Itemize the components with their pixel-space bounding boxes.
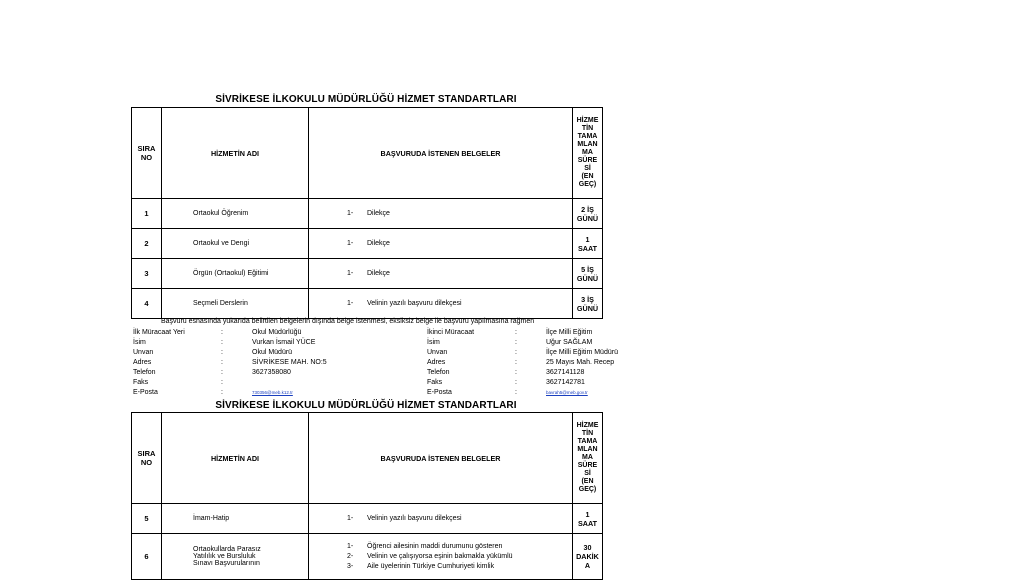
contact-label: Adres xyxy=(133,359,152,366)
document-text: Öğrenci ailesinin maddi durumunu gösteren xyxy=(367,542,503,550)
contact-separator: : xyxy=(515,359,517,366)
document-title-repeat: SİVRİKESE İLKOKULU MÜDÜRLÜĞÜ HİZMET STANDARTLARI xyxy=(215,400,517,411)
document-item xyxy=(347,552,572,562)
contact-label: Telefon xyxy=(133,369,156,376)
header-time-line: SÜRE xyxy=(577,156,598,164)
header-required-documents: BAŞVURUDA İSTENEN BELGELER xyxy=(309,413,573,504)
service-name-line: Ortaokullarda Parasız xyxy=(193,546,261,553)
contact-row xyxy=(133,328,327,338)
header-completion-time xyxy=(573,108,603,199)
header-time-line: TAMA xyxy=(577,438,598,446)
contact-value: Okul Müdürü xyxy=(252,349,293,356)
contact-label: Adres xyxy=(427,359,446,366)
document-item xyxy=(347,562,572,572)
header-time-line: TAMA xyxy=(577,133,598,141)
completion-time-line: 1 xyxy=(585,234,590,244)
row-number: 2 xyxy=(132,229,162,259)
contact-row xyxy=(133,338,327,348)
contact-separator: : xyxy=(515,349,517,356)
header-time-line: TİN xyxy=(581,125,594,133)
completion-time-line: DAKİK xyxy=(576,552,599,561)
header-time-line: HİZME xyxy=(576,422,599,430)
header-completion-time xyxy=(573,413,603,504)
contact-separator: : xyxy=(221,359,223,366)
service-name xyxy=(162,504,309,534)
required-documents xyxy=(309,289,573,319)
completion-time-line: SAAT xyxy=(577,518,598,528)
document-text: Aile üyelerinin Türkiye Cumhuriyeti kimlik xyxy=(367,562,495,570)
service-standards-table-continued xyxy=(131,412,603,580)
document-item xyxy=(347,514,572,524)
email-link[interactable]: 730356@meb.k12.tr xyxy=(252,390,293,395)
header-sira-line: NO xyxy=(140,458,153,467)
contact-value: Vurkan İsmail YÜCE xyxy=(252,339,316,346)
header-time-line: MLAN xyxy=(577,446,598,454)
service-name-line: Seçmeli Derslerin xyxy=(193,300,248,307)
header-time-line: Sİ xyxy=(584,164,591,172)
table-row xyxy=(132,229,603,259)
header-time-line: TİN xyxy=(581,430,594,438)
document-text: Velinin ve çalışıyorsa eşinin bakmakla yükümlü xyxy=(367,552,513,560)
completion-time-line: 2 İŞ xyxy=(581,204,594,214)
document-number: 1- xyxy=(347,239,354,247)
document-text: Velinin yazılı başvuru dilekçesi xyxy=(367,514,462,522)
header-sira-line: SIRA xyxy=(137,144,156,153)
contact-value: 3627141128 xyxy=(546,369,585,376)
contact-label: İkinci Müracaat xyxy=(427,329,475,336)
service-name xyxy=(162,229,309,259)
contact-separator: : xyxy=(515,329,517,336)
document-text: Dilekçe xyxy=(367,209,390,217)
header-time-line: MA xyxy=(582,149,593,157)
service-standards-table xyxy=(131,107,603,319)
document-item xyxy=(347,299,572,309)
completion-time-line: 1 xyxy=(585,509,590,519)
header-sira-line: SIRA xyxy=(137,449,156,458)
contact-value: Okul Müdürlüğü xyxy=(252,329,302,336)
contact-separator: : xyxy=(221,339,223,346)
completion-time-line: GÜNÜ xyxy=(576,273,599,283)
required-documents xyxy=(309,504,573,534)
contact-row xyxy=(133,378,327,388)
row-number: 6 xyxy=(132,534,162,580)
document-number: 1- xyxy=(347,299,354,307)
row-number: 5 xyxy=(132,504,162,534)
service-name xyxy=(162,534,309,580)
completion-time-line: SAAT xyxy=(577,243,598,253)
document-item xyxy=(347,239,572,249)
document-number: 1- xyxy=(347,514,354,522)
contact-label: Unvan xyxy=(133,349,154,356)
contact-row xyxy=(427,368,618,378)
contact-separator: : xyxy=(221,349,223,356)
contact-label: Telefon xyxy=(427,369,450,376)
header-required-documents: BAŞVURUDA İSTENEN BELGELER xyxy=(309,108,573,199)
service-name-line: Yatılılık ve Bursluluk xyxy=(193,553,256,560)
document-item xyxy=(347,269,572,279)
row-number: 1 xyxy=(132,199,162,229)
contact-row xyxy=(133,368,327,378)
completion-time xyxy=(573,199,603,229)
contact-row xyxy=(133,348,327,358)
contact-row xyxy=(427,328,618,338)
table-row xyxy=(132,534,603,580)
document-number: 3- xyxy=(347,562,354,570)
contact-separator: : xyxy=(515,339,517,346)
email-link[interactable]: bavrah5@meb.gov.tr xyxy=(546,390,588,395)
contact-value: 3627358080 xyxy=(252,369,291,376)
header-sira-no xyxy=(132,108,162,199)
service-name-line: Örgün (Ortaokul) Eğitimi xyxy=(193,270,269,277)
header-time-line: GEÇ) xyxy=(578,485,597,493)
service-name-line: Ortaokul ve Dengi xyxy=(193,240,250,247)
table-row xyxy=(132,259,603,289)
table-row xyxy=(132,289,603,319)
contact-value: İlçe Milli Eğitim xyxy=(546,329,593,336)
required-documents xyxy=(309,259,573,289)
completion-time xyxy=(573,229,603,259)
contact-label: E-Posta xyxy=(427,389,452,396)
header-time-line: HİZME xyxy=(576,117,599,125)
contact-row xyxy=(133,388,327,398)
contact-label: Faks xyxy=(427,379,443,386)
contact-value: İlçe Milli Eğitim Müdürü xyxy=(546,349,618,356)
service-name xyxy=(162,259,309,289)
document-number: 1- xyxy=(347,542,354,550)
header-time-line: Sİ xyxy=(584,469,591,477)
service-name-line: İmam-Hatip xyxy=(193,515,230,522)
header-time-line: (EN xyxy=(581,172,594,180)
document-text: Dilekçe xyxy=(367,269,390,277)
contact-label: İlk Müracaat Yeri xyxy=(133,329,185,336)
header-time-line: MLAN xyxy=(577,141,598,149)
contact-row xyxy=(133,358,327,368)
first-application-contact xyxy=(133,328,327,398)
header-time-line: SÜRE xyxy=(577,461,598,469)
contact-separator: : xyxy=(515,379,517,386)
completion-time xyxy=(573,259,603,289)
completion-time xyxy=(573,534,603,580)
document-number: 2- xyxy=(347,552,354,560)
contact-row xyxy=(427,338,618,348)
completion-time-line: GÜNÜ xyxy=(576,213,599,223)
service-name xyxy=(162,199,309,229)
completion-time-line: 5 İŞ xyxy=(581,264,594,274)
service-name xyxy=(162,289,309,319)
contact-separator: : xyxy=(515,389,517,396)
header-service-name: HİZMETİN ADI xyxy=(162,413,309,504)
header-time-line: (EN xyxy=(581,477,594,485)
contact-value: 25 Mayıs Mah. Recep xyxy=(546,359,615,366)
contact-label: İsim xyxy=(427,339,440,346)
contact-value: Uğur SAĞLAM xyxy=(546,339,593,346)
completion-time-line: GÜNÜ xyxy=(576,303,599,313)
contact-separator: : xyxy=(221,389,223,396)
header-service-name: HİZMETİN ADI xyxy=(162,108,309,199)
completion-time-line: 3 İŞ xyxy=(581,294,594,304)
document-item xyxy=(347,542,572,552)
contact-separator: : xyxy=(221,369,223,376)
required-documents xyxy=(309,199,573,229)
table-row xyxy=(132,199,603,229)
document-number: 1- xyxy=(347,209,354,217)
header-sira-line: NO xyxy=(140,153,153,162)
document-text: Dilekçe xyxy=(367,239,390,247)
contact-separator: : xyxy=(221,329,223,336)
second-application-contact xyxy=(427,328,618,398)
header-sira-no xyxy=(132,413,162,504)
document-number: 1- xyxy=(347,269,354,277)
document-item xyxy=(347,209,572,219)
row-number: 3 xyxy=(132,259,162,289)
header-time-line: GEÇ) xyxy=(578,180,597,188)
required-documents xyxy=(309,534,573,580)
row-number: 4 xyxy=(132,289,162,319)
service-name-line: Ortaokul Öğrenim xyxy=(193,210,249,217)
completion-time-line: 30 xyxy=(583,543,592,552)
document-title: SİVRİKESE İLKOKULU MÜDÜRLÜĞÜ HİZMET STANDARTLARI xyxy=(215,94,517,105)
contact-value: 3627142781 xyxy=(546,379,585,386)
contact-row xyxy=(427,358,618,368)
completion-time xyxy=(573,504,603,534)
contact-value: SİVRİKESE MAH. NO:5 xyxy=(252,359,327,366)
contact-label: Unvan xyxy=(427,349,448,356)
completion-time-line: A xyxy=(584,561,591,570)
header-time-line: MA xyxy=(582,454,593,462)
document-text: Velinin yazılı başvuru dilekçesi xyxy=(367,299,462,307)
contact-row xyxy=(427,388,618,398)
table-row xyxy=(132,504,603,534)
contact-row xyxy=(427,348,618,358)
completion-time xyxy=(573,289,603,319)
contact-separator: : xyxy=(221,379,223,386)
required-documents xyxy=(309,229,573,259)
service-name-line: Sınavı Başvurularının xyxy=(193,560,260,567)
contact-label: E-Posta xyxy=(133,389,158,396)
application-note: Başvuru esnasında yukarıda belirtilen belgelerin dışında belge istenmesi, eksiksiz belge ile başvuru yapılmasına rağmen xyxy=(161,318,535,325)
contact-row xyxy=(427,378,618,388)
contact-label: Faks xyxy=(133,379,149,386)
contact-separator: : xyxy=(515,369,517,376)
contact-label: İsim xyxy=(133,339,146,346)
